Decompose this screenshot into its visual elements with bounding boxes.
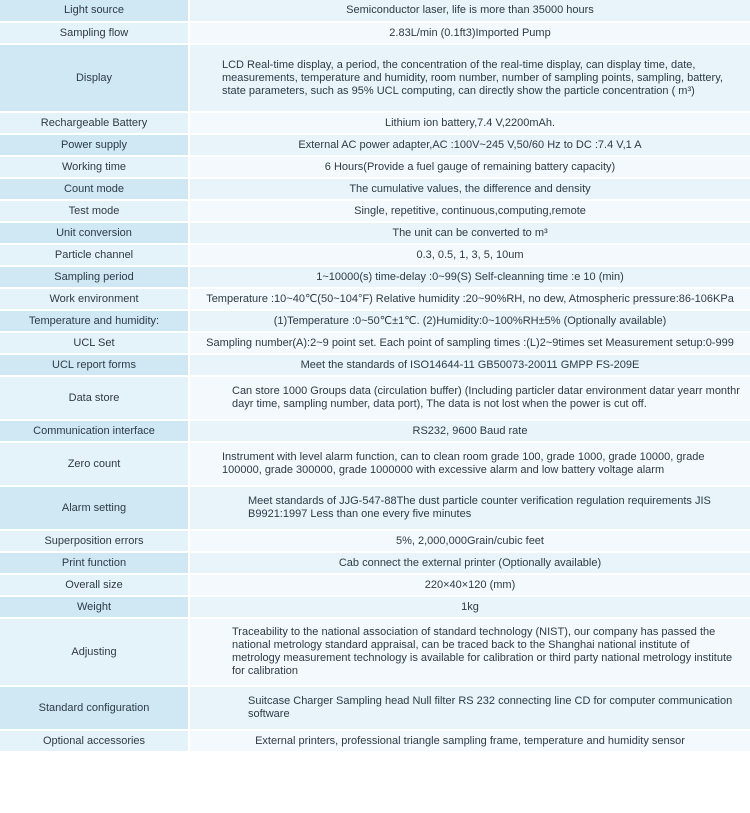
spec-row-particle-channel bbox=[0, 244, 750, 266]
spec-label: Working time bbox=[0, 156, 189, 178]
spec-label: Alarm setting bbox=[0, 486, 189, 530]
spec-row-working-time bbox=[0, 156, 750, 178]
spec-value: LCD Real-time display, a period, the concentration of the real-time display, can display time, date, measurements, temperature and humidity, room number, number of sampling points, sampling, battery, state parameters, such as 95% UCL computing, can directly show the particle concentration ( m³) bbox=[222, 58, 723, 97]
spec-value: Meet the standards of ISO14644-11 GB50073-20011 GMPP FS-209E bbox=[300, 358, 640, 371]
spec-label: Sampling period bbox=[0, 266, 189, 288]
spec-label: Count mode bbox=[0, 178, 189, 200]
spec-label: Rechargeable Battery bbox=[0, 112, 189, 134]
spec-label: Optional accessories bbox=[0, 730, 189, 752]
spec-row-data-store bbox=[0, 376, 750, 420]
spec-value: Lithium ion battery,7.4 V,2200mAh. bbox=[385, 116, 555, 129]
spec-value: (1)Temperature :0~50℃±1℃. (2)Humidity:0~100%RH±5% (Optionally available) bbox=[273, 314, 667, 327]
spec-value: External AC power adapter,AC :100V~245 V,50/60 Hz to DC :7.4 V,1 A bbox=[298, 138, 642, 151]
spec-value: Meet standards of JJG-547-88The dust particle counter verification regulation requirements JIS B9921:1997 Less than one every five minutes bbox=[248, 495, 711, 520]
spec-row-ucl-set bbox=[0, 332, 750, 354]
spec-label: Display bbox=[0, 44, 189, 112]
spec-label: Weight bbox=[0, 596, 189, 618]
spec-row-count-mode bbox=[0, 178, 750, 200]
spec-value: Sampling number(A):2~9 point set. Each point of sampling times :(L)2~9times set Measurement setup:0-999 bbox=[206, 336, 734, 349]
spec-row-optional-accessories bbox=[0, 730, 750, 752]
spec-value: Cab connect the external printer (Optionally available) bbox=[338, 556, 602, 569]
spec-label: Standard configuration bbox=[0, 686, 189, 730]
spec-row-adjusting bbox=[0, 618, 750, 686]
spec-row-unit-conversion bbox=[0, 222, 750, 244]
spec-label: Superposition errors bbox=[0, 530, 189, 552]
spec-value: 1kg bbox=[461, 600, 479, 613]
spec-row-overall-size bbox=[0, 574, 750, 596]
spec-value: Traceability to the national association of standard technology (NIST), our company has passed the national metrology standard appraisal, can be traced back to the Shanghai national institute of metrology measurement technology is available for calibration or third party national metrology institute for calibration bbox=[232, 626, 733, 677]
spec-row-rechargeable-battery bbox=[0, 112, 750, 134]
spec-value: 6 Hours(Provide a fuel gauge of remaining battery capacity) bbox=[324, 160, 616, 173]
spec-label: UCL Set bbox=[0, 332, 189, 354]
spec-value: 0.3, 0.5, 1, 3, 5, 10um bbox=[416, 248, 524, 261]
spec-label: Sampling flow bbox=[0, 22, 189, 44]
spec-value: Semiconductor laser, life is more than 35000 hours bbox=[346, 4, 594, 16]
spec-row-alarm-setting bbox=[0, 486, 750, 530]
spec-label: Communication interface bbox=[0, 420, 189, 442]
spec-label: Temperature and humidity: bbox=[0, 310, 189, 332]
spec-label: UCL report forms bbox=[0, 354, 189, 376]
spec-value: Suitcase Charger Sampling head Null filter RS 232 connecting line CD for computer communication software bbox=[248, 695, 733, 720]
spec-value: RS232, 9600 Baud rate bbox=[412, 424, 528, 437]
spec-value: Instrument with level alarm function, can to clean room grade 100, grade 1000, grade 10000, grade 100000, grade 300000, grade 1000000 with excessive alarm and low battery voltage alarm bbox=[222, 451, 705, 476]
spec-row-zero-count bbox=[0, 442, 750, 486]
spec-label: Particle channel bbox=[0, 244, 189, 266]
spec-row-temperature-humidity bbox=[0, 310, 750, 332]
spec-row-light-source bbox=[0, 0, 750, 22]
spec-row-sampling-flow bbox=[0, 22, 750, 44]
spec-label: Test mode bbox=[0, 200, 189, 222]
spec-label: Print function bbox=[0, 552, 189, 574]
spec-label: Light source bbox=[0, 0, 189, 22]
spec-value: The unit can be converted to m³ bbox=[392, 226, 548, 239]
spec-row-display bbox=[0, 44, 750, 112]
spec-row-standard-configuration bbox=[0, 686, 750, 730]
spec-row-power-supply bbox=[0, 134, 750, 156]
spec-label: Adjusting bbox=[0, 618, 189, 686]
spec-row-communication-interface bbox=[0, 420, 750, 442]
spec-label: Zero count bbox=[0, 442, 189, 486]
spec-value: 2.83L/min (0.1ft3)Imported Pump bbox=[389, 26, 551, 39]
spec-value: The cumulative values, the difference and density bbox=[349, 182, 591, 195]
spec-row-ucl-report-forms bbox=[0, 354, 750, 376]
spec-row-work-environment bbox=[0, 288, 750, 310]
spec-value: 5%, 2,000,000Grain/cubic feet bbox=[396, 534, 544, 547]
spec-label: Overall size bbox=[0, 574, 189, 596]
spec-value: Single, repetitive, continuous,computing,remote bbox=[354, 204, 586, 217]
spec-row-test-mode bbox=[0, 200, 750, 222]
spec-row-weight bbox=[0, 596, 750, 618]
spec-row-superposition-errors bbox=[0, 530, 750, 552]
spec-label: Data store bbox=[0, 376, 189, 420]
spec-value: External printers, professional triangle sampling frame, temperature and humidity sensor bbox=[255, 734, 685, 747]
spec-label: Unit conversion bbox=[0, 222, 189, 244]
spec-value: 220×40×120 (mm) bbox=[424, 578, 516, 591]
spec-row-print-function bbox=[0, 552, 750, 574]
spec-value: 1~10000(s) time-delay :0~99(S) Self-cleanning time :e 10 (min) bbox=[316, 270, 624, 283]
spec-row-sampling-period bbox=[0, 266, 750, 288]
spec-value: Can store 1000 Groups data (circulation buffer) (Including particler datar environment datar yearr monthr dayr time, sampling number, data port), The data is not lost when the power is cut off. bbox=[232, 385, 740, 410]
spec-label: Work environment bbox=[0, 288, 189, 310]
spec-value: Temperature :10~40℃(50~104°F) Relative humidity :20~90%RH, no dew, Atmospheric pressure:86-106KPa bbox=[206, 292, 734, 305]
spec-label: Power supply bbox=[0, 134, 189, 156]
